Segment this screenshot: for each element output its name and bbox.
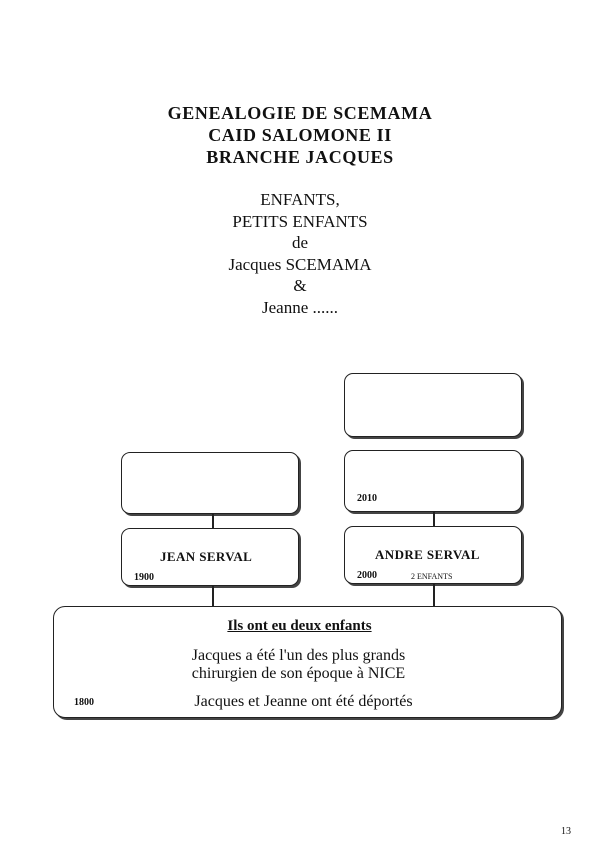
connector-andre-lower [433, 584, 435, 606]
title-line-2: CAID SALOMONE II [208, 125, 392, 145]
andre-grandchild-year: 2010 [357, 493, 377, 504]
subtitle-line-4: Jacques SCEMAMA [228, 254, 372, 274]
andre-serval-name: ANDRE SERVAL [375, 547, 480, 562]
page-title [0, 102, 600, 168]
subtitle-line-5: & [293, 276, 307, 295]
subtitle-line-3: de [291, 233, 309, 252]
andre-grandchild-top-box [344, 373, 522, 437]
page-number: 13 [561, 826, 571, 837]
andre-grandchild-box [344, 450, 522, 512]
connector-jean-upper [212, 514, 214, 528]
subtitle-line-6: Jeanne ...... [261, 297, 338, 317]
jean-serval-year: 1900 [134, 572, 154, 583]
subtitle [0, 189, 600, 318]
jean-serval-name: JEAN SERVAL [160, 549, 253, 564]
title-line-1: GENEALOGIE DE SCEMAMA [167, 103, 433, 123]
title-line-3: BRANCHE JACQUES [206, 147, 394, 167]
subtitle-line-1: ENFANTS, [260, 190, 340, 209]
parents-text-2: chirurgien de son époque à NICE [191, 665, 406, 682]
parents-heading: Ils ont eu deux enfants [227, 618, 372, 634]
jean-serval-box [121, 528, 299, 586]
parents-year: 1800 [74, 697, 94, 708]
andre-serval-children-count: 2 ENFANTS [411, 572, 453, 581]
andre-serval-year: 2000 [357, 570, 377, 581]
connector-andre-upper [433, 512, 435, 526]
parents-text-3: Jacques et Jeanne ont été déportés [194, 693, 413, 710]
parents-box [53, 606, 562, 718]
jean-grandchild-box [121, 452, 299, 514]
parents-text-1: Jacques a été l'un des plus grands [191, 647, 406, 664]
subtitle-line-2: PETITS ENFANTS [232, 211, 368, 231]
connector-jean-lower [212, 586, 214, 606]
andre-serval-box [344, 526, 522, 584]
